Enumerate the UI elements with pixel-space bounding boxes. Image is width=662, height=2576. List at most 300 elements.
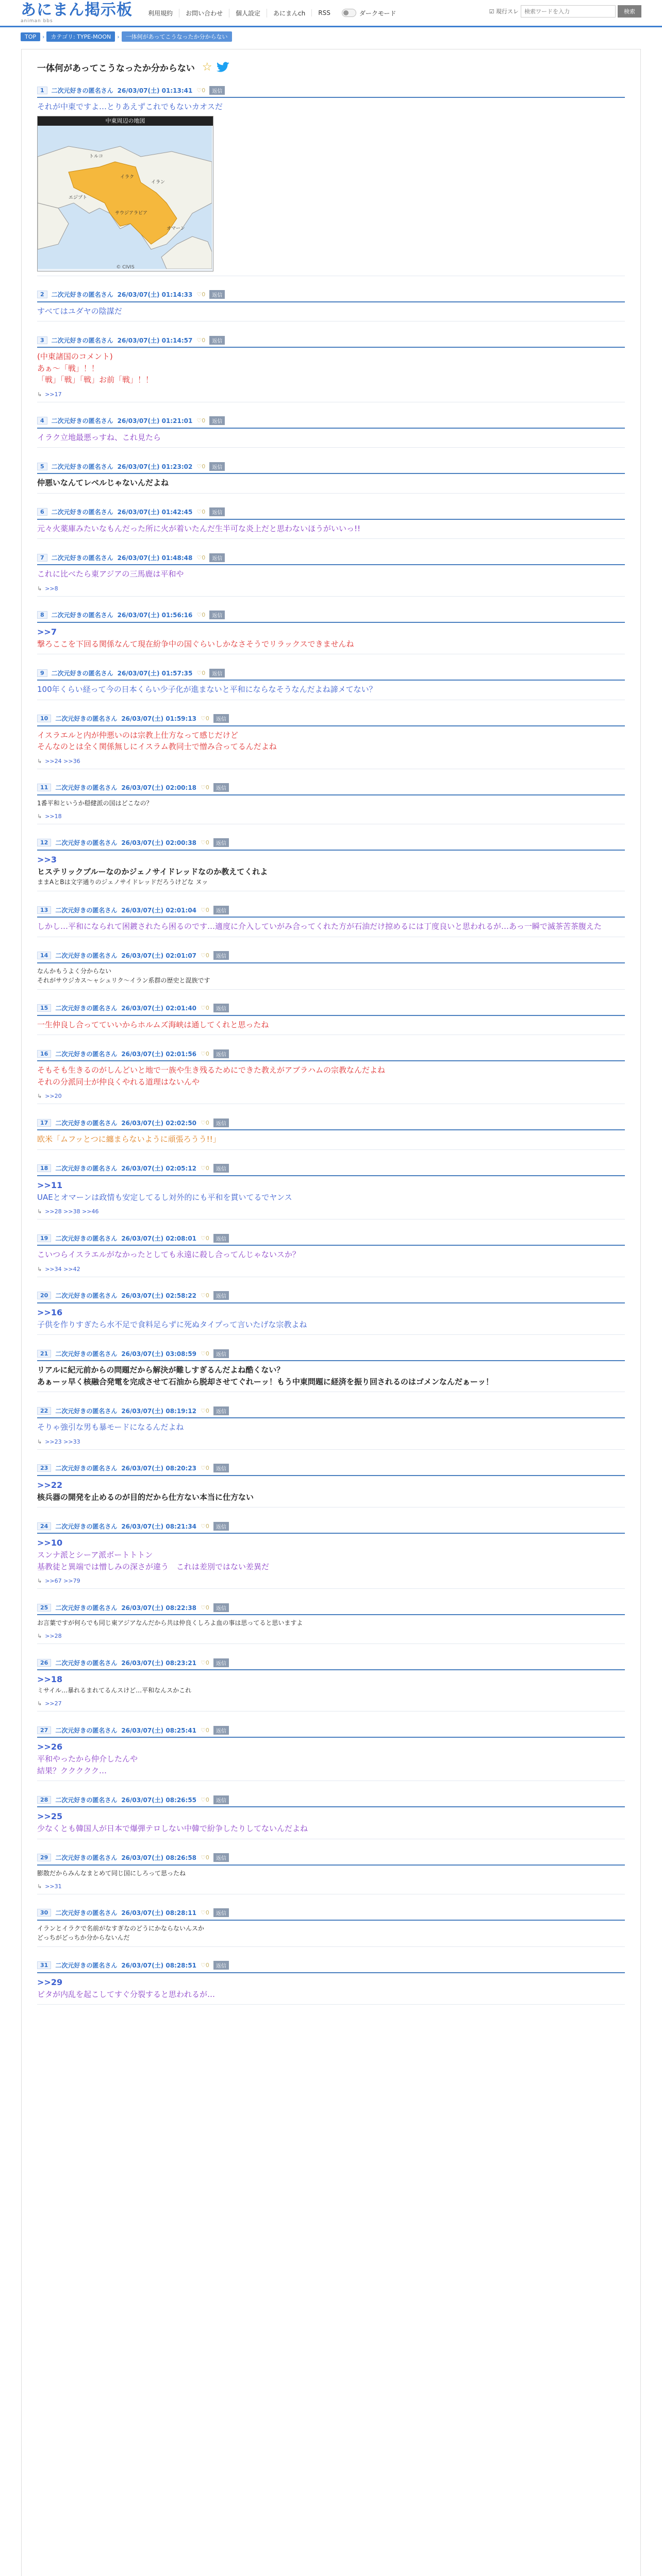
heart-icon: ♡ xyxy=(196,509,202,515)
post-text-line: そんなのとは全く関係無しにイスラム教同士で憎み合ってるんだよね xyxy=(37,742,277,751)
post-date: 26/03/07(土) 02:02:50 xyxy=(121,1119,197,1127)
reply-button[interactable]: 返信 xyxy=(209,290,225,299)
breadcrumb-category[interactable]: カテゴリ: TYPE-MOON xyxy=(46,31,115,42)
post-divider xyxy=(37,1865,625,1866)
heart-icon: ♡ xyxy=(201,1165,206,1172)
post-header xyxy=(37,1048,625,1059)
post-separator xyxy=(37,596,625,597)
reply-links[interactable] xyxy=(37,585,625,592)
post-date: 26/03/07(土) 08:28:51 xyxy=(121,1962,197,1969)
post-header xyxy=(37,1908,625,1918)
post xyxy=(22,461,640,494)
post-header xyxy=(37,416,625,426)
reply-links[interactable] xyxy=(37,1438,625,1445)
post-number[interactable]: 30 xyxy=(37,1909,51,1917)
reply-button[interactable]: 返信 xyxy=(213,1908,229,1917)
post-number[interactable]: 26 xyxy=(37,1659,51,1667)
reply-button[interactable]: 返信 xyxy=(213,838,229,847)
heart-icon: ♡ xyxy=(201,784,206,791)
reply-button[interactable]: 返信 xyxy=(213,1658,229,1667)
like-count: 0 xyxy=(202,669,206,676)
heart-icon: ♡ xyxy=(201,1119,206,1126)
like-button[interactable] xyxy=(201,1604,209,1611)
like-button[interactable] xyxy=(201,1005,209,1011)
post-text-line: 100年くらい経って今の日本くらい少子化が進まないと平和にならなそうなんだよね諦メてない？ xyxy=(37,685,377,694)
reply-links[interactable] xyxy=(37,1633,625,1639)
like-count: 0 xyxy=(205,784,209,791)
post-number[interactable]: 3 xyxy=(37,336,47,344)
like-button[interactable] xyxy=(201,1292,209,1299)
site-logo[interactable] xyxy=(21,3,133,24)
heart-icon: ♡ xyxy=(201,1050,206,1057)
post-number[interactable]: 1 xyxy=(37,87,47,94)
reply-button[interactable]: 返信 xyxy=(209,669,225,677)
post-divider xyxy=(37,1417,625,1418)
like-count: 0 xyxy=(205,1962,209,1969)
breadcrumb-separator: › xyxy=(42,33,45,40)
reply-arrow-icon: ↳ xyxy=(37,391,42,398)
heart-icon: ♡ xyxy=(201,839,206,846)
post-text-line: それがサウジカス〜ャシュリク〜イラン系群の歴史と混族です xyxy=(37,976,210,984)
post-number[interactable]: 27 xyxy=(37,1726,51,1734)
like-button[interactable] xyxy=(201,1165,209,1172)
post-author: 二次元好きの匿名さん xyxy=(55,1522,118,1530)
reply-anchors[interactable]: >>17 xyxy=(45,391,62,398)
post-number[interactable]: 12 xyxy=(37,839,51,846)
heart-icon: ♡ xyxy=(201,1796,206,1803)
post-author: 二次元好きの匿名さん xyxy=(55,952,118,959)
post-separator xyxy=(37,989,625,990)
post-date: 26/03/07(土) 08:25:41 xyxy=(121,1726,197,1734)
post-number[interactable]: 19 xyxy=(37,1234,51,1242)
post-separator xyxy=(37,2004,625,2005)
post-divider xyxy=(37,1245,625,1246)
post-divider xyxy=(37,1533,625,1534)
post-divider xyxy=(37,725,625,726)
post-anchor-link[interactable]: >>26 xyxy=(37,1742,63,1752)
like-button[interactable] xyxy=(201,1465,209,1471)
post-date: 26/03/07(土) 02:01:40 xyxy=(121,1005,197,1012)
post-number[interactable]: 22 xyxy=(37,1407,51,1415)
post-divider xyxy=(37,1060,625,1061)
post-divider xyxy=(37,850,625,851)
reply-button[interactable]: 返信 xyxy=(213,906,229,914)
like-count: 0 xyxy=(202,509,206,515)
like-button[interactable] xyxy=(201,1235,209,1242)
reply-button[interactable]: 返信 xyxy=(209,507,225,516)
post-number[interactable]: 6 xyxy=(37,508,47,516)
like-count: 0 xyxy=(205,1909,209,1916)
header-nav xyxy=(142,9,337,18)
post xyxy=(22,1853,640,1894)
post-anchor-link[interactable]: >>3 xyxy=(37,854,57,865)
post xyxy=(22,951,640,990)
like-button[interactable] xyxy=(201,1408,209,1414)
like-button[interactable] xyxy=(196,612,205,618)
like-button[interactable] xyxy=(201,1659,209,1666)
reply-anchors[interactable]: >>28 >>38 >>46 xyxy=(45,1208,99,1215)
like-button[interactable] xyxy=(201,1797,209,1803)
heart-icon: ♡ xyxy=(201,906,206,913)
post-anchor-link[interactable]: >>22 xyxy=(37,1480,63,1490)
post-date: 26/03/07(土) 03:08:59 xyxy=(121,1350,197,1358)
post-number[interactable]: 2 xyxy=(37,291,47,298)
like-count: 0 xyxy=(205,1234,209,1242)
post-divider xyxy=(37,1175,625,1176)
map-label-oman: オマーン xyxy=(167,226,185,231)
post-number[interactable]: 7 xyxy=(37,554,47,562)
like-button[interactable] xyxy=(196,417,205,424)
like-count: 0 xyxy=(205,1522,209,1530)
post-author: 二次元好きの匿名さん xyxy=(55,1465,118,1472)
post-number[interactable]: 24 xyxy=(37,1522,51,1530)
heart-icon: ♡ xyxy=(201,1604,206,1611)
heart-icon: ♡ xyxy=(201,715,206,722)
twitter-icon[interactable] xyxy=(217,62,230,73)
reply-button[interactable]: 返信 xyxy=(213,1349,229,1358)
nav-contact[interactable]: お問い合わせ xyxy=(179,9,229,18)
post-number[interactable]: 4 xyxy=(37,417,47,425)
post-author: 二次元好きの匿名さん xyxy=(55,1854,118,1861)
nav-rss[interactable]: RSS xyxy=(311,9,337,16)
post xyxy=(22,416,640,448)
reply-anchors[interactable]: >>18 xyxy=(45,812,62,820)
post-text-line: それが中東ですよ…とりあえずこれでもないカオスだ xyxy=(37,102,223,111)
nav-animanch[interactable]: あにまんch xyxy=(267,9,311,18)
reply-arrow-icon: ↳ xyxy=(37,1265,42,1273)
post-text-line: どっちがどっちか分からないんだ xyxy=(37,1934,130,1941)
post-text-line: あぁーッ早く核融合発電を完成させて石油から脱却させてぐれーッ！もう中東問題に経済を振り回されるのはゴメンなんだぁーッ！ xyxy=(37,1377,493,1386)
like-button[interactable] xyxy=(201,1962,209,1969)
post-number[interactable]: 23 xyxy=(37,1464,51,1472)
reply-anchors[interactable]: >>23 >>33 xyxy=(45,1438,80,1445)
dark-mode-label: ダークモード xyxy=(359,9,396,17)
reply-links[interactable] xyxy=(37,1266,625,1273)
post-text-line: ままAとBは文字通りのジェノサイドレッドだろうけどな ヌッ xyxy=(37,878,208,886)
post-divider xyxy=(37,962,625,963)
like-button[interactable] xyxy=(201,907,209,913)
post-author: 二次元好きの匿名さん xyxy=(51,417,113,425)
post-number[interactable]: 15 xyxy=(37,1004,51,1012)
post-number[interactable]: 10 xyxy=(37,715,51,722)
like-count: 0 xyxy=(205,839,209,846)
post-header xyxy=(37,951,625,961)
post-date: 26/03/07(土) 02:00:18 xyxy=(121,784,197,791)
reply-links[interactable] xyxy=(37,1700,625,1707)
heart-icon: ♡ xyxy=(201,1659,206,1666)
reply-button[interactable]: 返信 xyxy=(213,1291,229,1300)
post-text-line: しかし…平和になられて困鍍されたら困るのです…適度に介入していがみ合ってくれた方が石油だけ掠めるには丁度良いと思われるが…あっ一瞬で滅茶苦茶腹えた xyxy=(37,922,602,931)
like-count: 0 xyxy=(202,336,206,344)
post-author: 二次元好きの匿名さん xyxy=(51,554,113,562)
post-separator xyxy=(37,1449,625,1450)
dark-mode-toggle[interactable] xyxy=(342,9,396,18)
post-text-line: なんかもうよく分からない xyxy=(37,967,112,975)
like-button[interactable] xyxy=(201,1120,209,1126)
reply-button[interactable]: 返信 xyxy=(213,951,229,960)
reply-button[interactable]: 返信 xyxy=(213,1795,229,1804)
post-number[interactable]: 16 xyxy=(37,1050,51,1058)
reply-arrow-icon: ↳ xyxy=(37,1700,42,1707)
post-body xyxy=(37,1179,625,1204)
like-button[interactable] xyxy=(201,715,209,722)
reply-button[interactable]: 返信 xyxy=(213,1164,229,1173)
post-divider xyxy=(37,1737,625,1738)
search-current-checkbox[interactable]: ☑ 現行スレ xyxy=(489,8,519,15)
heart-icon: ♡ xyxy=(196,463,202,470)
post-body xyxy=(37,1019,625,1031)
post-body xyxy=(37,432,625,444)
reply-button[interactable]: 返信 xyxy=(209,86,225,95)
post-divider xyxy=(37,1920,625,1921)
reply-button[interactable]: 返信 xyxy=(209,611,225,619)
map-caption: 中東周辺の地図 xyxy=(38,116,213,126)
reply-anchors[interactable]: >>67 >>79 xyxy=(45,1578,80,1584)
reply-button[interactable]: 返信 xyxy=(209,416,225,425)
post-body xyxy=(37,626,625,650)
post-number[interactable]: 14 xyxy=(37,952,51,959)
post xyxy=(22,1657,640,1711)
post-number[interactable]: 18 xyxy=(37,1164,51,1172)
post-body xyxy=(37,921,625,933)
post-header xyxy=(37,85,625,95)
like-count: 0 xyxy=(202,87,206,94)
heart-icon: ♡ xyxy=(196,417,202,424)
post-text-line: イランとイラクで名前がなすぎなのどうにかならないんスか xyxy=(37,1924,205,1932)
post-anchor-link[interactable]: >>11 xyxy=(37,1180,63,1190)
reply-links[interactable] xyxy=(37,1883,625,1890)
like-button[interactable] xyxy=(201,1523,209,1530)
post-header xyxy=(37,1794,625,1805)
like-button[interactable] xyxy=(201,1854,209,1861)
reply-anchors[interactable]: >>27 xyxy=(45,1700,62,1707)
post-number[interactable]: 28 xyxy=(37,1796,51,1804)
post xyxy=(22,1908,640,1947)
post-number[interactable]: 25 xyxy=(37,1604,51,1612)
like-button[interactable] xyxy=(201,1909,209,1916)
post xyxy=(22,1960,640,2005)
post-divider xyxy=(37,1669,625,1670)
post-text-line: 結果？ククククク… xyxy=(37,1766,107,1775)
post-separator xyxy=(37,1946,625,1947)
favorite-star-icon[interactable]: ☆ xyxy=(202,61,212,74)
reply-button[interactable]: 返信 xyxy=(209,462,225,471)
post-text-line: すべてはユダヤの陰謀だ xyxy=(37,306,122,316)
post-number[interactable]: 29 xyxy=(37,1854,51,1861)
reply-button[interactable]: 返信 xyxy=(213,1726,229,1735)
post-date: 26/03/07(土) 02:58:22 xyxy=(121,1292,197,1299)
post-text-line: 核兵器の開発を止めるのが目的だから仕方ない本当に仕方ない xyxy=(37,1492,254,1502)
post-divider xyxy=(37,564,625,565)
like-button[interactable] xyxy=(196,463,205,470)
like-count: 0 xyxy=(205,906,209,913)
reply-button[interactable]: 返信 xyxy=(209,336,225,345)
post-text-line: これに比べたら東アジアの三馬鹿は平和や xyxy=(37,569,184,579)
post-body xyxy=(37,1064,625,1088)
post-divider xyxy=(37,97,625,98)
reply-links[interactable] xyxy=(37,1093,625,1099)
post-divider xyxy=(37,917,625,918)
reply-anchors[interactable]: >>31 xyxy=(45,1883,62,1890)
post-number[interactable]: 13 xyxy=(37,906,51,914)
post-text-line: スンナ派とシーア派ボートトトン xyxy=(37,1550,153,1560)
post-anchor-link[interactable]: >>10 xyxy=(37,1538,63,1548)
post-date: 26/03/07(土) 01:14:33 xyxy=(117,291,193,298)
post-author: 二次元好きの匿名さん xyxy=(55,906,118,914)
like-button[interactable] xyxy=(201,1050,209,1057)
post-date: 26/03/07(土) 01:23:02 xyxy=(117,463,193,470)
post-text-line: イスラエルと内が仲悪いのは宗教上仕方なって感じだけど xyxy=(37,730,238,740)
post-number[interactable]: 9 xyxy=(37,669,47,677)
logo-sub-text: animan bbs xyxy=(21,18,53,24)
post-header xyxy=(37,507,625,517)
reply-button[interactable]: 返信 xyxy=(213,1961,229,1970)
post-body xyxy=(37,1364,625,1387)
like-button[interactable] xyxy=(196,554,205,561)
like-button[interactable] xyxy=(201,784,209,791)
reply-links[interactable] xyxy=(37,1208,625,1215)
reply-links[interactable] xyxy=(37,391,625,398)
post-header xyxy=(37,1233,625,1243)
reply-arrow-icon: ↳ xyxy=(37,757,42,765)
post xyxy=(22,1794,640,1839)
post-number[interactable]: 8 xyxy=(37,611,47,619)
post-divider xyxy=(37,1972,625,1973)
heart-icon: ♡ xyxy=(201,1726,206,1734)
reply-anchors[interactable]: >>28 xyxy=(45,1633,62,1639)
post-body xyxy=(37,684,625,696)
post-header xyxy=(37,1602,625,1613)
reply-links[interactable] xyxy=(37,813,625,820)
post-header xyxy=(37,1853,625,1863)
post-author: 二次元好きの匿名さん xyxy=(51,291,113,298)
like-count: 0 xyxy=(205,715,209,722)
post-number[interactable]: 31 xyxy=(37,1961,51,1969)
like-button[interactable] xyxy=(196,337,205,344)
post xyxy=(22,1003,640,1036)
reply-button[interactable]: 返信 xyxy=(213,1603,229,1612)
like-button[interactable] xyxy=(201,1350,209,1357)
post-body xyxy=(37,730,625,753)
post-divider xyxy=(37,473,625,474)
reply-button[interactable]: 返信 xyxy=(213,1118,229,1127)
post-text-line: そりゃ強引な男も暴モードになるんだよね xyxy=(37,1422,184,1432)
post-divider xyxy=(37,794,625,795)
like-button[interactable] xyxy=(196,509,205,515)
post-date: 26/03/07(土) 08:26:58 xyxy=(121,1854,197,1861)
post-text-line: 仲悪いなんてレベルじゃないんだよね xyxy=(37,478,169,487)
like-button[interactable] xyxy=(201,839,209,846)
middle-east-map-image[interactable] xyxy=(37,116,213,272)
post-text-line: (中東諸国のコメント) xyxy=(37,352,113,361)
post-text-line: 子供を作りすぎたら水不足で食料足らずに死ぬタイプって言いたげな宗教よね xyxy=(37,1319,307,1329)
post-text-line: リアルに紀元前からの問題だから解決が難しすぎるんだよね酷くない？ xyxy=(37,1365,285,1375)
post-divider xyxy=(37,1614,625,1615)
post-body xyxy=(37,1869,625,1878)
search-button[interactable]: 検索 xyxy=(618,5,641,18)
post-text-line: 欧米「ムフッとつに纏まらないように頑張ろうう!!」 xyxy=(37,1134,221,1144)
reply-button[interactable]: 返信 xyxy=(213,1406,229,1415)
thread-content xyxy=(21,49,641,2576)
post xyxy=(22,1233,640,1277)
post-divider xyxy=(37,1015,625,1016)
post-number[interactable]: 5 xyxy=(37,463,47,470)
post-anchor-link[interactable]: >>18 xyxy=(37,1674,63,1684)
like-button[interactable] xyxy=(201,1727,209,1734)
post-text-line: 一生仲良し合ってていいからホルムズ海峡は通してくれと思ったね xyxy=(37,1020,269,1029)
reply-button[interactable]: 返信 xyxy=(213,1853,229,1862)
reply-links[interactable] xyxy=(37,758,625,765)
nav-settings[interactable]: 個人設定 xyxy=(229,9,267,18)
heart-icon: ♡ xyxy=(201,1522,206,1530)
breadcrumb-thread[interactable]: 一体何があってこうなったか分からない xyxy=(122,31,232,42)
reply-button[interactable]: 返信 xyxy=(213,1234,229,1243)
reply-button[interactable]: 返信 xyxy=(213,1522,229,1531)
reply-button[interactable]: 返信 xyxy=(209,553,225,562)
like-button[interactable] xyxy=(201,952,209,959)
like-count: 0 xyxy=(205,1465,209,1471)
post-anchor-link[interactable]: >>16 xyxy=(37,1307,63,1317)
post-anchor-link[interactable]: >>25 xyxy=(37,1811,63,1821)
like-count: 0 xyxy=(205,1854,209,1861)
toggle-track[interactable] xyxy=(342,9,356,17)
post-header xyxy=(37,714,625,724)
post-divider xyxy=(37,519,625,520)
search-input[interactable] xyxy=(521,5,616,18)
post-divider xyxy=(37,1475,625,1476)
breadcrumb-top[interactable]: TOP xyxy=(21,32,40,41)
post-date: 26/03/07(土) 01:57:35 xyxy=(117,669,193,677)
reply-button[interactable]: 返信 xyxy=(213,1004,229,1012)
post-author: 二次元好きの匿名さん xyxy=(55,715,118,722)
post-anchor-link[interactable]: >>29 xyxy=(37,1977,63,1987)
post-separator xyxy=(37,1588,625,1589)
post-body xyxy=(37,967,625,985)
reply-anchors[interactable]: >>20 xyxy=(45,1093,62,1099)
like-button[interactable] xyxy=(196,291,205,298)
post-author: 二次元好きの匿名さん xyxy=(55,1350,118,1358)
post-date: 26/03/07(土) 01:48:48 xyxy=(117,554,193,562)
post-body xyxy=(37,1249,625,1261)
post-author: 二次元好きの匿名さん xyxy=(51,87,113,94)
like-button[interactable] xyxy=(196,670,205,676)
post xyxy=(22,668,640,700)
like-count: 0 xyxy=(202,612,206,618)
reply-button[interactable]: 返信 xyxy=(213,1049,229,1058)
reply-button[interactable]: 返信 xyxy=(213,783,229,792)
nav-terms[interactable]: 利用規約 xyxy=(148,9,173,17)
post-number[interactable]: 21 xyxy=(37,1350,51,1358)
post-number[interactable]: 11 xyxy=(37,784,51,791)
post-number[interactable]: 20 xyxy=(37,1292,51,1299)
post-header xyxy=(37,1725,625,1735)
reply-button[interactable]: 返信 xyxy=(213,714,229,723)
reply-links[interactable] xyxy=(37,1578,625,1584)
heart-icon: ♡ xyxy=(201,1465,206,1471)
post-text-line: イラク立地最悪っすね、これ見たら xyxy=(37,432,161,442)
reply-anchors[interactable]: >>8 xyxy=(45,585,58,592)
post xyxy=(22,1602,640,1644)
like-count: 0 xyxy=(202,417,206,424)
reply-anchors[interactable]: >>34 >>42 xyxy=(45,1265,80,1273)
reply-anchors[interactable]: >>24 >>36 xyxy=(45,757,80,765)
post-body xyxy=(37,351,625,386)
post-number[interactable]: 17 xyxy=(37,1119,51,1127)
reply-button[interactable]: 返信 xyxy=(213,1464,229,1472)
like-button[interactable] xyxy=(196,87,205,94)
post-text-line: 1番平和というか穏健派の国はどこなの？ xyxy=(37,799,153,807)
post-anchor-link[interactable]: >>7 xyxy=(37,626,57,637)
